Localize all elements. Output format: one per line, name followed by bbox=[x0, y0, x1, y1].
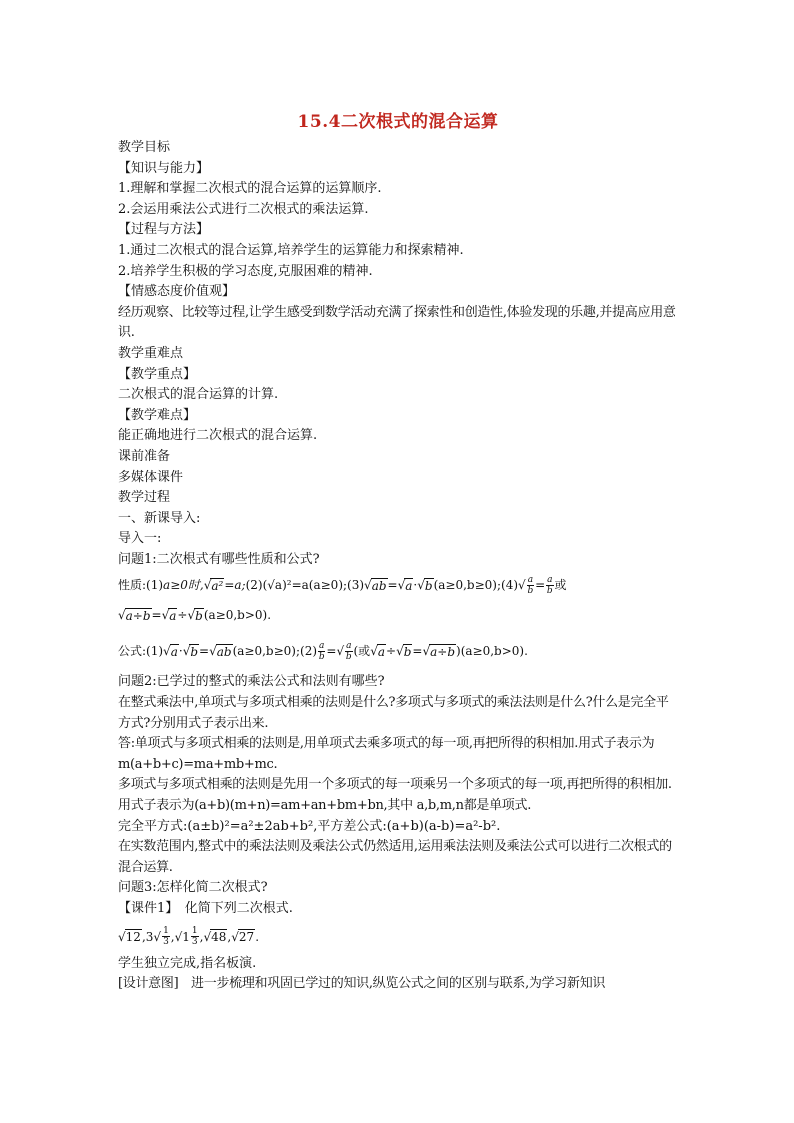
separator: , bbox=[170, 929, 175, 944]
text-line: 【过程与方法】 bbox=[118, 222, 210, 238]
text-line: 教学目标 bbox=[118, 140, 171, 155]
sqrt-symbol: √ bbox=[209, 644, 217, 659]
numerator: 1 bbox=[163, 926, 169, 937]
sqrt-symbol: √ bbox=[397, 578, 406, 593]
separator: , bbox=[227, 929, 232, 944]
radicand: 12 bbox=[125, 930, 141, 945]
text-paragraph: 答:单项式与多项式相乘的法则是,用单项式去乘多项式的每一项,再把所得的积相加.用式子表示为 m(a+b+c)=ma+mb+mc. bbox=[118, 736, 655, 772]
text-line: 二次根式的混合运算的计算. bbox=[118, 387, 279, 403]
formula-2-mid: (或 bbox=[353, 644, 371, 659]
text-line: 学生独立完成,指名板演. bbox=[118, 955, 257, 971]
formulas-line bbox=[118, 636, 678, 666]
radicand: a bbox=[377, 644, 385, 659]
sqrt-symbol: √ bbox=[203, 929, 212, 944]
text-line: 一、新课导入: bbox=[118, 510, 201, 526]
equals-sign: = bbox=[387, 578, 398, 593]
text-line: 能正确地进行二次根式的混合运算. bbox=[118, 428, 318, 444]
properties-line-1 bbox=[118, 570, 678, 600]
equals-sign: = bbox=[199, 644, 210, 659]
text-line: 完全平方式:(a±b)²=a²±2ab+b²,平方差公式:(a+b)(a-b)=a²-b². bbox=[118, 818, 501, 834]
page-title: 15.4二次根式的混合运算 bbox=[297, 112, 499, 132]
sqrt-symbol: √ bbox=[118, 929, 126, 944]
property-3-tail: (a≥0,b≥0); bbox=[433, 578, 502, 593]
text-paragraph: 经历观察、比较等过程,让学生感受到数学活动充满了探索性和创造性,体验发现的乐趣,并提高应用意识. bbox=[118, 304, 676, 341]
text-line: 【知识与能力】 bbox=[118, 160, 210, 176]
numerator: a bbox=[547, 574, 553, 585]
sqrt-symbol: √ bbox=[370, 644, 378, 659]
radicand: b bbox=[424, 578, 433, 593]
formula-1-tail: (a≥0,b≥0); bbox=[232, 644, 301, 659]
sqrt-symbol: √ bbox=[396, 644, 404, 659]
property-5-tail: (a≥0,b>0). bbox=[203, 608, 272, 623]
dot-operator: · bbox=[178, 644, 183, 659]
denominator: b bbox=[527, 585, 534, 596]
text-line: 问题3:怎样化简二次根式? bbox=[118, 880, 268, 896]
radicand: ab bbox=[216, 644, 232, 659]
radicand: a² bbox=[211, 578, 224, 593]
text-line: 教学过程 bbox=[118, 490, 171, 506]
denominator: b bbox=[318, 651, 325, 662]
exercise-line bbox=[118, 920, 678, 954]
text-line: 教学重难点 bbox=[118, 345, 184, 361]
coefficient: 3 bbox=[145, 929, 154, 944]
denominator: b bbox=[345, 651, 352, 662]
text-line: 2.会运用乘法公式进行二次根式的乘法运算. bbox=[118, 201, 369, 217]
sqrt-symbol: √ bbox=[153, 929, 162, 944]
text-line: 【教学难点】 bbox=[118, 407, 197, 423]
text-line: 课前准备 bbox=[118, 448, 171, 464]
fraction bbox=[162, 926, 170, 947]
denominator: 3 bbox=[191, 937, 198, 948]
text-line: 多媒体课件 bbox=[118, 469, 184, 485]
sqrt-symbol: √ bbox=[161, 608, 170, 623]
text-line: 1.通过二次根式的混合运算,培养学生的运算能力和探索精神. bbox=[118, 242, 464, 258]
formula-1-prefix: (1) bbox=[146, 644, 164, 659]
sqrt-symbol: √ bbox=[163, 644, 171, 659]
text-paragraph: 在实数范围内,整式中的乘法法则及乘法公式仍然适用,运用乘法法则及乘法公式可以进行二次根式的混合运算. bbox=[118, 839, 672, 875]
divide-operator: ÷ bbox=[386, 644, 397, 659]
sqrt-symbol: √ bbox=[417, 578, 425, 593]
radicand: b bbox=[195, 608, 203, 623]
property-4-prefix: (4) bbox=[501, 578, 519, 593]
fraction bbox=[527, 575, 534, 596]
radicand: a bbox=[170, 644, 178, 659]
mixed-whole: 1 bbox=[182, 929, 190, 944]
sqrt-symbol: √ bbox=[182, 644, 191, 659]
text-line: 问题2:已学过的整式的乘法公式和法则有哪些? bbox=[118, 674, 385, 690]
radicand: 27 bbox=[238, 930, 255, 945]
sqrt-symbol: √ bbox=[231, 929, 239, 944]
sqrt-symbol: √ bbox=[118, 608, 126, 623]
property-4-tail: 或 bbox=[554, 578, 567, 593]
fraction bbox=[345, 641, 352, 662]
dot-operator: · bbox=[413, 578, 418, 593]
radicand: ab bbox=[371, 578, 387, 593]
property-1-prefix: (1) bbox=[146, 578, 164, 593]
divide-operator: ÷ bbox=[177, 608, 188, 623]
text-line: [设计意图] 进一步梳理和巩固已学过的知识,纵览公式之间的区别与联系,为学习新知识 bbox=[118, 976, 606, 992]
sqrt-symbol: √ bbox=[336, 644, 345, 659]
formula-2-prefix: (2) bbox=[300, 644, 318, 659]
fraction bbox=[546, 575, 553, 596]
properties-label: 性质: bbox=[118, 578, 147, 593]
sqrt-symbol: √ bbox=[364, 578, 372, 593]
radicand: b bbox=[403, 644, 412, 659]
text-line: 【课件1】 化简下列二次根式. bbox=[118, 901, 293, 916]
text-paragraph: 多项式与多项式相乘的法则是先用一个多项式的每一项乘另一个多项式的每一项,再把所得的积相加.用式子表示为(a+b)(m+n)=am+an+bm+bn,其中 a,b,m,n都是单项式. bbox=[118, 777, 672, 814]
properties-line-2 bbox=[118, 600, 678, 630]
text-paragraph: 在整式乘法中,单项式与多项式相乘的法则是什么?多项式与多项式的乘法法则是什么?什么是完全平方式?分别用式子表示出来. bbox=[118, 695, 669, 731]
denominator: b bbox=[546, 585, 553, 596]
text-line: 【情感态度价值观】 bbox=[118, 284, 236, 300]
equals-sign: = bbox=[151, 608, 162, 623]
property-1-tail: =a; bbox=[224, 578, 246, 593]
equals-sign: = bbox=[535, 578, 546, 593]
sqrt-symbol: √ bbox=[518, 578, 526, 593]
property-1-condition: a≥0时, bbox=[163, 578, 204, 593]
radicand: a bbox=[169, 608, 177, 623]
text-line: 1.理解和掌握二次根式的混合运算的运算顺序. bbox=[118, 181, 382, 197]
text-line: 问题1:二次根式有哪些性质和公式? bbox=[118, 551, 320, 567]
text-line: 2.培养学生积极的学习态度,克服困难的精神. bbox=[118, 263, 373, 279]
equals-sign: = bbox=[326, 644, 337, 659]
sqrt-symbol: √ bbox=[422, 644, 431, 659]
numerator: a bbox=[346, 640, 352, 651]
separator: , bbox=[199, 929, 204, 944]
property-3-prefix: (3) bbox=[347, 578, 365, 593]
period: . bbox=[255, 929, 260, 944]
separator: , bbox=[141, 929, 146, 944]
denominator: 3 bbox=[163, 937, 169, 948]
numerator: a bbox=[527, 574, 534, 585]
sqrt-symbol: √ bbox=[203, 578, 212, 593]
radicand: a÷b bbox=[430, 644, 456, 659]
formula-2-tail: )(a≥0,b>0). bbox=[456, 644, 528, 659]
radicand: 48 bbox=[211, 930, 227, 945]
equals-sign: = bbox=[412, 644, 423, 659]
formulas-label: 公式: bbox=[118, 644, 147, 659]
numerator: a bbox=[319, 640, 325, 651]
radicand: a bbox=[405, 578, 413, 593]
text-line: 【教学重点】 bbox=[118, 366, 197, 382]
sqrt-symbol: √ bbox=[187, 608, 196, 623]
property-2: (2)(√a)²=a(a≥0); bbox=[245, 578, 348, 593]
sqrt-symbol: √ bbox=[174, 929, 183, 944]
fraction bbox=[191, 926, 199, 947]
text-line: 导入一: bbox=[118, 531, 162, 547]
radicand: a÷b bbox=[125, 608, 151, 623]
numerator: 1 bbox=[191, 926, 198, 937]
radicand: b bbox=[190, 644, 199, 659]
fraction bbox=[318, 641, 325, 662]
document-body bbox=[118, 138, 678, 995]
